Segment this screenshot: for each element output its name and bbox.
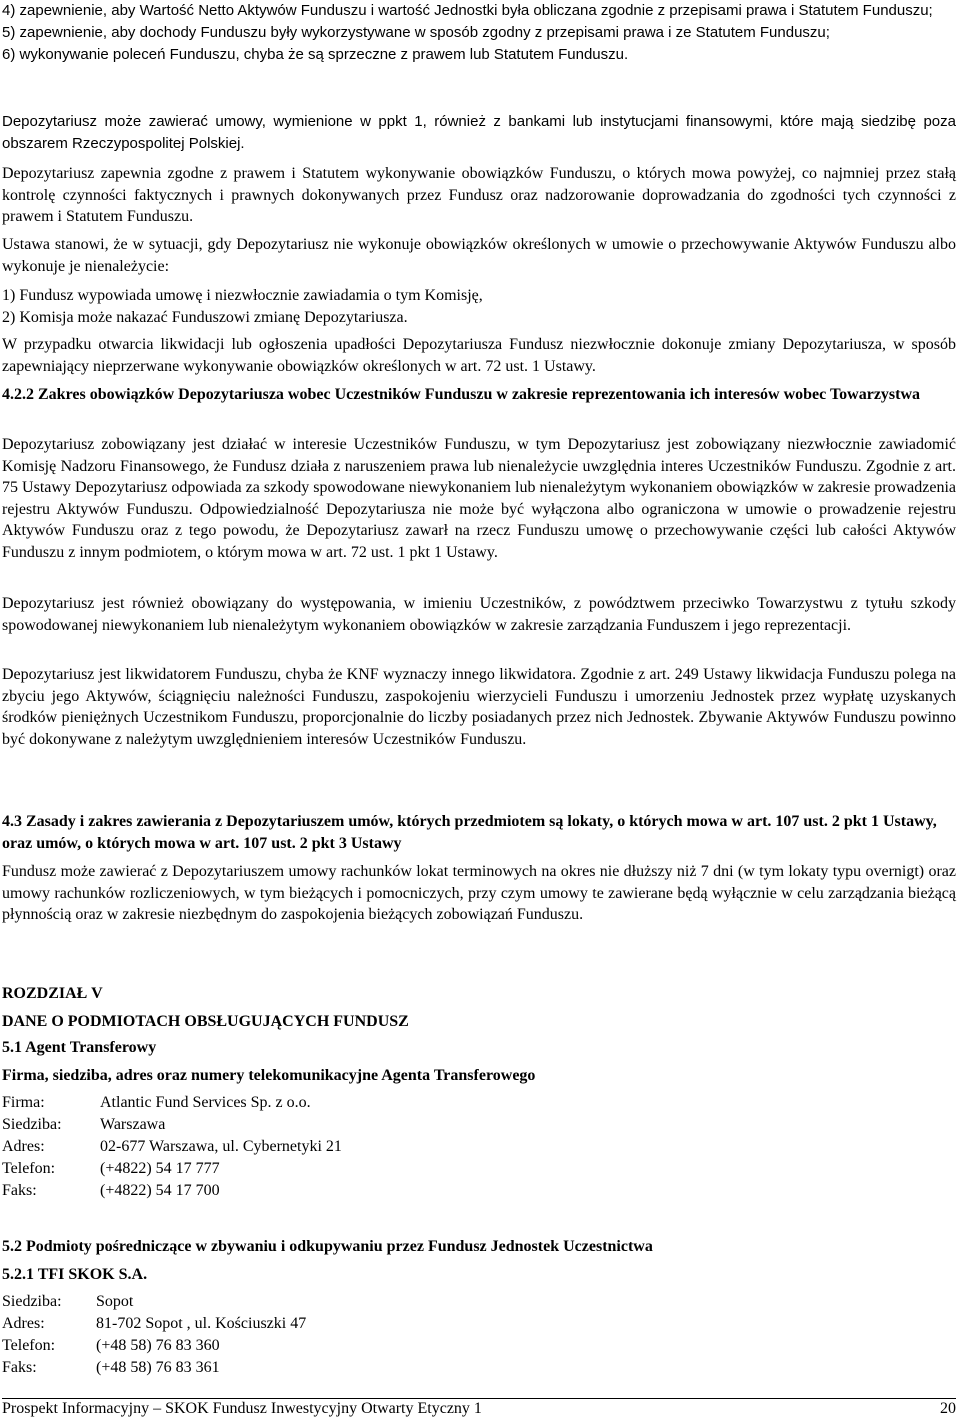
paragraph-likwidacja: W przypadku otwarcia likwidacji lub ogłoszenia upadłości Depozytariusza Fundusz niezwłocznie dokonuje zmiany Depozytariusza, w sposób zapewniający nieprzerwane wykonywanie obowiązków określonych w art. 72 ust. 1 Ustawy. bbox=[2, 336, 956, 375]
detail-label: Faks: bbox=[2, 1359, 37, 1376]
chapter-title: ROZDZIAŁ V bbox=[2, 985, 103, 1002]
paragraph-rachunki: Fundusz może zawierać z Depozytariuszem umowy rachunków lokat terminowych na okres nie dłuższy niż 7 dni (w tym lokaty typu overnigt) oraz umowy rachunków rozliczeniowych, w tym bieżących i pomocniczych, przy czym umowy te zawierane będą wyłącznie w celu zarządzania bieżącą płynnością oraz w zakresie niezbędnym do zaspokojenia bieżących zobowiązań Funduszu. bbox=[2, 863, 956, 923]
ustawa-list bbox=[2, 285, 956, 328]
detail-row bbox=[2, 1114, 956, 1136]
paragraph-likwidatorem: Depozytariusz jest likwidatorem Funduszu, chyba że KNF wyznaczy innego likwidatora. Zgodnie z art. 249 Ustawy likwidacja Funduszu polega na zbyciu jego Aktywów, ściągnięciu należności Funduszu, zaspokojeniu wierzycieli Funduszu i umorzeniu Jednostek przez wypłatę uzyskanych środków pieniężnych Uczestnikom Funduszu, proporcjonalnie do liczby posiadanych przez nich Jednostek. Zbywanie Aktywów Funduszu powinno być dokonywane z należytym uwzględnieniem interesów Uczestników Funduszu. bbox=[2, 666, 956, 748]
detail-value: Atlantic Fund Services Sp. z o.o. bbox=[100, 1094, 311, 1111]
detail-label: Telefon: bbox=[2, 1160, 56, 1177]
detail-value: (+4822) 54 17 700 bbox=[100, 1182, 220, 1199]
detail-value: (+4822) 54 17 777 bbox=[100, 1160, 220, 1177]
detail-label: Faks: bbox=[2, 1182, 37, 1199]
list-item-6: 6) wykonywanie poleceń Funduszu, chyba że są sprzeczne z prawem lub Statutem Funduszu. bbox=[2, 46, 629, 63]
detail-value: (+48 58) 76 83 361 bbox=[96, 1359, 220, 1376]
list-item-4: 4) zapewnienie, aby Wartość Netto Aktywów Funduszu i wartość Jednostki była obliczana zgodnie z przepisami prawa i Statutem Funduszu; bbox=[2, 2, 933, 19]
obligations-list bbox=[2, 0, 956, 66]
agent-details bbox=[2, 1092, 956, 1202]
detail-row bbox=[2, 1291, 956, 1313]
list-item-5: 5) zapewnienie, aby dochody Funduszu były wykorzystywane w sposób zgodny z przepisami prawa i ze Statutem Funduszu; bbox=[2, 24, 830, 41]
detail-label: Siedziba: bbox=[2, 1293, 62, 1310]
detail-label: Siedziba: bbox=[2, 1116, 62, 1133]
detail-row bbox=[2, 1158, 956, 1180]
detail-row bbox=[2, 1357, 956, 1379]
page-number: 20 bbox=[940, 1400, 956, 1417]
paragraph-zobowiazany: Depozytariusz zobowiązany jest działać w interesie Uczestników Funduszu, w tym Depozytariusz jest zobowiązany niezwłocznie zawiadomić Komisję Nadzoru Finansowego, że Fundusz działa z naruszeniem prawa lub nienależycie uwzględnia interes Uczestników Funduszu. Zgodnie z art. 75 Ustawy Depozytariusz odpowiada za szkody spowodowane niewykonaniem lub nienależytym wykonaniem obowiązków w zakresie prowadzenia rejestru Aktywów Funduszu. Odpowiedzialność Depozytariusza nie może być wyłączona albo ograniczona w umowie o prowadzenie rejestru Aktywów Funduszu oraz z tego powodu, że Depozytariusz zawarł na rzecz Funduszu umowę o przechowywanie części lub całości Aktywów Funduszu z innym podmiotem, o którym mowa w art. 72 ust. 1 pkt 1 Ustawy. bbox=[2, 436, 956, 561]
paragraph-wystepowania: Depozytariusz jest również obowiązany do występowania, w imieniu Uczestników, z powództwem przeciwko Towarzystwu z tytułu szkody spowodowanej niewykonaniem lub nienależytym wykonaniem obowiązków w zakresie zarządzania Funduszem i jego reprezentacji. bbox=[2, 595, 956, 634]
intermediary-details bbox=[2, 1291, 956, 1379]
detail-row bbox=[2, 1136, 956, 1158]
detail-value: (+48 58) 76 83 360 bbox=[96, 1337, 220, 1354]
detail-label: Firma: bbox=[2, 1094, 45, 1111]
page-footer bbox=[2, 1398, 956, 1419]
heading-4-3: 4.3 Zasady i zakres zawierania z Depozytariuszem umów, których przedmiotem są lokaty, o których mowa w art. 107 ust. 2 pkt 1 Ustawy, oraz umów, o których mowa w art. 107 ust. 2 pkt 3 Ustawy bbox=[2, 813, 937, 852]
detail-label: Telefon: bbox=[2, 1337, 56, 1354]
detail-label: Adres: bbox=[2, 1315, 45, 1332]
detail-value: 02-677 Warszawa, ul. Cybernetyki 21 bbox=[100, 1138, 342, 1155]
footer-title: Prospekt Informacyjny – SKOK Fundusz Inwestycyjny Otwarty Etyczny 1 bbox=[2, 1400, 482, 1417]
detail-row bbox=[2, 1092, 956, 1114]
detail-label: Adres: bbox=[2, 1138, 45, 1155]
heading-4-2-2: 4.2.2 Zakres obowiązków Depozytariusza wobec Uczestników Funduszu w zakresie reprezentowania ich interesów wobec Towarzystwa bbox=[2, 386, 921, 403]
list-item-2: 2) Komisja może nakazać Funduszowi zmianę Depozytariusza. bbox=[2, 308, 408, 326]
detail-row bbox=[2, 1313, 956, 1335]
section-5-1-subheading: Firma, siedziba, adres oraz numery telekomunikacyjne Agenta Transferowego bbox=[2, 1067, 536, 1084]
paragraph-depozytariusz-umowy: Depozytariusz może zawierać umowy, wymienione w ppkt 1, również z bankami lub instytucjami finansowymi, które mają siedzibę poza obszarem Rzeczypospolitej Polskiej. bbox=[2, 113, 956, 152]
section-5-2-1-heading: 5.2.1 TFI SKOK S.A. bbox=[2, 1266, 148, 1283]
list-item-1: 1) Fundusz wypowiada umowę i niezwłocznie zawiadamia o tym Komisję, bbox=[2, 287, 483, 304]
detail-value: 81-702 Sopot , ul. Kościuszki 47 bbox=[96, 1315, 307, 1332]
paragraph-zapewnia: Depozytariusz zapewnia zgodne z prawem i Statutem wykonywanie obowiązków Funduszu, o których mowa powyżej, co najmniej przez stałą kontrolę czynności faktycznych i prawnych dokonywanych przez Fundusz oraz nadzorowanie doprowadzania do zgodności tych czynności z prawem i Statutem Funduszu. bbox=[2, 165, 956, 225]
detail-row bbox=[2, 1180, 956, 1202]
detail-row bbox=[2, 1335, 956, 1357]
paragraph-ustawa: Ustawa stanowi, że w sytuacji, gdy Depozytariusz nie wykonuje obowiązków określonych w umowie o przechowywanie Aktywów Funduszu albo wykonuje je nienależycie: bbox=[2, 236, 956, 275]
detail-value: Warszawa bbox=[100, 1116, 166, 1133]
section-5-2-heading: 5.2 Podmioty pośredniczące w zbywaniu i odkupywaniu przez Fundusz Jednostek Uczestnictwa bbox=[2, 1238, 653, 1255]
detail-value: Sopot bbox=[96, 1293, 134, 1310]
section-5-1-heading: 5.1 Agent Transferowy bbox=[2, 1039, 157, 1056]
chapter-subtitle: DANE O PODMIOTACH OBSŁUGUJĄCYCH FUNDUSZ bbox=[2, 1013, 409, 1030]
